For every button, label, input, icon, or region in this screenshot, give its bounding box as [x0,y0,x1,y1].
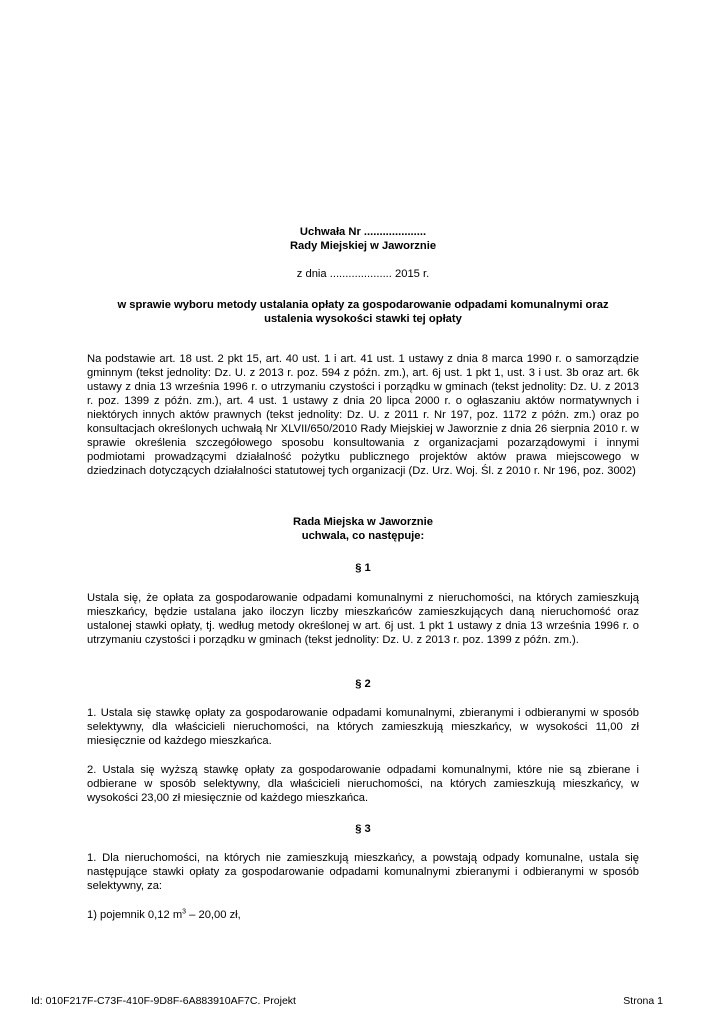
council-name: Rady Miejskiej w Jaworznie [289,240,437,252]
resolves-line-1: Rada Miejska w Jaworznie [293,516,433,528]
resolution-subject [75,298,651,326]
section-2-heading: § 2 [355,678,371,690]
page-footer [31,995,663,1008]
item-1-prefix: 1) pojemnik 0,12 m [87,909,183,921]
section-1-text [87,591,639,647]
resolution-title [87,225,639,253]
subject-line-2: ustalenia wysokości stawki tej opłaty [264,313,462,325]
section-2-point-2 [87,763,639,805]
item-1-suffix: – 20,00 zł, [186,909,241,921]
item-1-superscript: 3 [182,908,187,916]
section-1-paragraph: Ustala się, że opłata za gospodarowanie odpadami komunalnymi z nieruchomości, na których zamieszkują mieszkańcy, będzie ustalana jako iloczyn liczby mieszkańców zamieszkujących daną nieruchomość oraz ustalonej stawki opłaty, tj. według metody określonej w art. 6j ust. 1 pkt 1 ustawy z dnia 13 września 1996 r. o utrzymaniu czystości i porządku w gminach (tekst jednolity: Dz. U. z 2013 r. poz. 1399 z późn. zm.). [87,592,639,646]
resolution-date: z dnia .................... 2015 r. [296,268,430,280]
section-2-paragraph-2: 2. Ustala się wyższą stawkę opłaty za gospodarowanie odpadami komunalnymi, które nie są zbierane i odbierane w sposób selektywny, dla właścicieli nieruchomości, na których zamieszkują mieszkańcy, w wysokości 23,00 zł miesięcznie od każdego mieszkańca. [87,764,639,804]
section-3-point-1 [87,851,639,893]
preamble-text: Na podstawie art. 18 ust. 2 pkt 15, art. 40 ust. 1 i art. 41 ust. 1 ustawy z dnia 8 marca 1990 r. o samorządzie gminnym (tekst jednolity: Dz. U. z 2013 r. poz. 594 z późn. zm.), art. 6j ust. 1 pkt 1, ust. 3 i ust. 3b oraz art. 6k ustawy z dnia 13 września 1996 r. o utrzymaniu czystości i porządku w gminach (tekst jednolity: Dz. U. z 2013 r. poz. 1399 z późn. zm.), art. 4 ust. 1 ustawy z dnia 20 lipca 2000 r. o ogłaszaniu aktów normatywnych i niektórych innych aktów prawnych (tekst jednolity: Dz. U. z 2011 r. Nr 197, poz. 1172 z późn. zm.) oraz po konsultacjach określonych uchwałą Nr XLVII/650/2010 Rady Miejskiej w Jaworznie z dnia 26 sierpnia 2010 r. w sprawie określenia szczegółowego sposobu konsultowania z organizacjami pozarządowymi i innymi podmiotami prowadzącymi działalność pożytku publicznego projektów aktów prawa miejscowego w dziedzinach dotyczących działalności statutowej tych organizacji (Dz. Urz. Woj. Śl. z 2010 r. Nr 196, poz. 3002) [87,353,639,477]
section-2-paragraph-1: 1. Ustala się stawkę opłaty za gospodarowanie odpadami komunalnymi, zbieranymi i odbieranymi w sposób selektywny, dla właścicieli nieruchomości, na których zamieszkują mieszkańcy, w wysokości 11,00 zł miesięcznie od każdego mieszkańca. [87,707,639,747]
council-resolves [87,515,639,543]
page-number: Strona 1 [623,995,663,1007]
subject-line-1: w sprawie wyboru metody ustalania opłaty za gospodarowanie odpadami komunalnymi oraz [117,299,609,311]
preamble [87,352,639,478]
resolves-line-2: uchwala, co następuje: [301,530,425,542]
section-2-point-1 [87,706,639,748]
section-3-item-1 [87,908,639,922]
section-1-heading: § 1 [355,562,371,574]
section-3-paragraph-1: 1. Dla nieruchomości, na których nie zamieszkują mieszkańcy, a powstają odpady komunalne, ustala się następujące stawki opłaty za gospodarowanie odpadami komunalnymi zbieranymi i odbieranymi w sposób selektywny, za: [87,852,639,892]
document-id: Id: 010F217F-C73F-410F-9D8F-6A883910AF7C. Projekt [31,995,296,1007]
resolution-number: Uchwała Nr .................... [299,226,427,238]
section-3-heading: § 3 [355,823,371,835]
